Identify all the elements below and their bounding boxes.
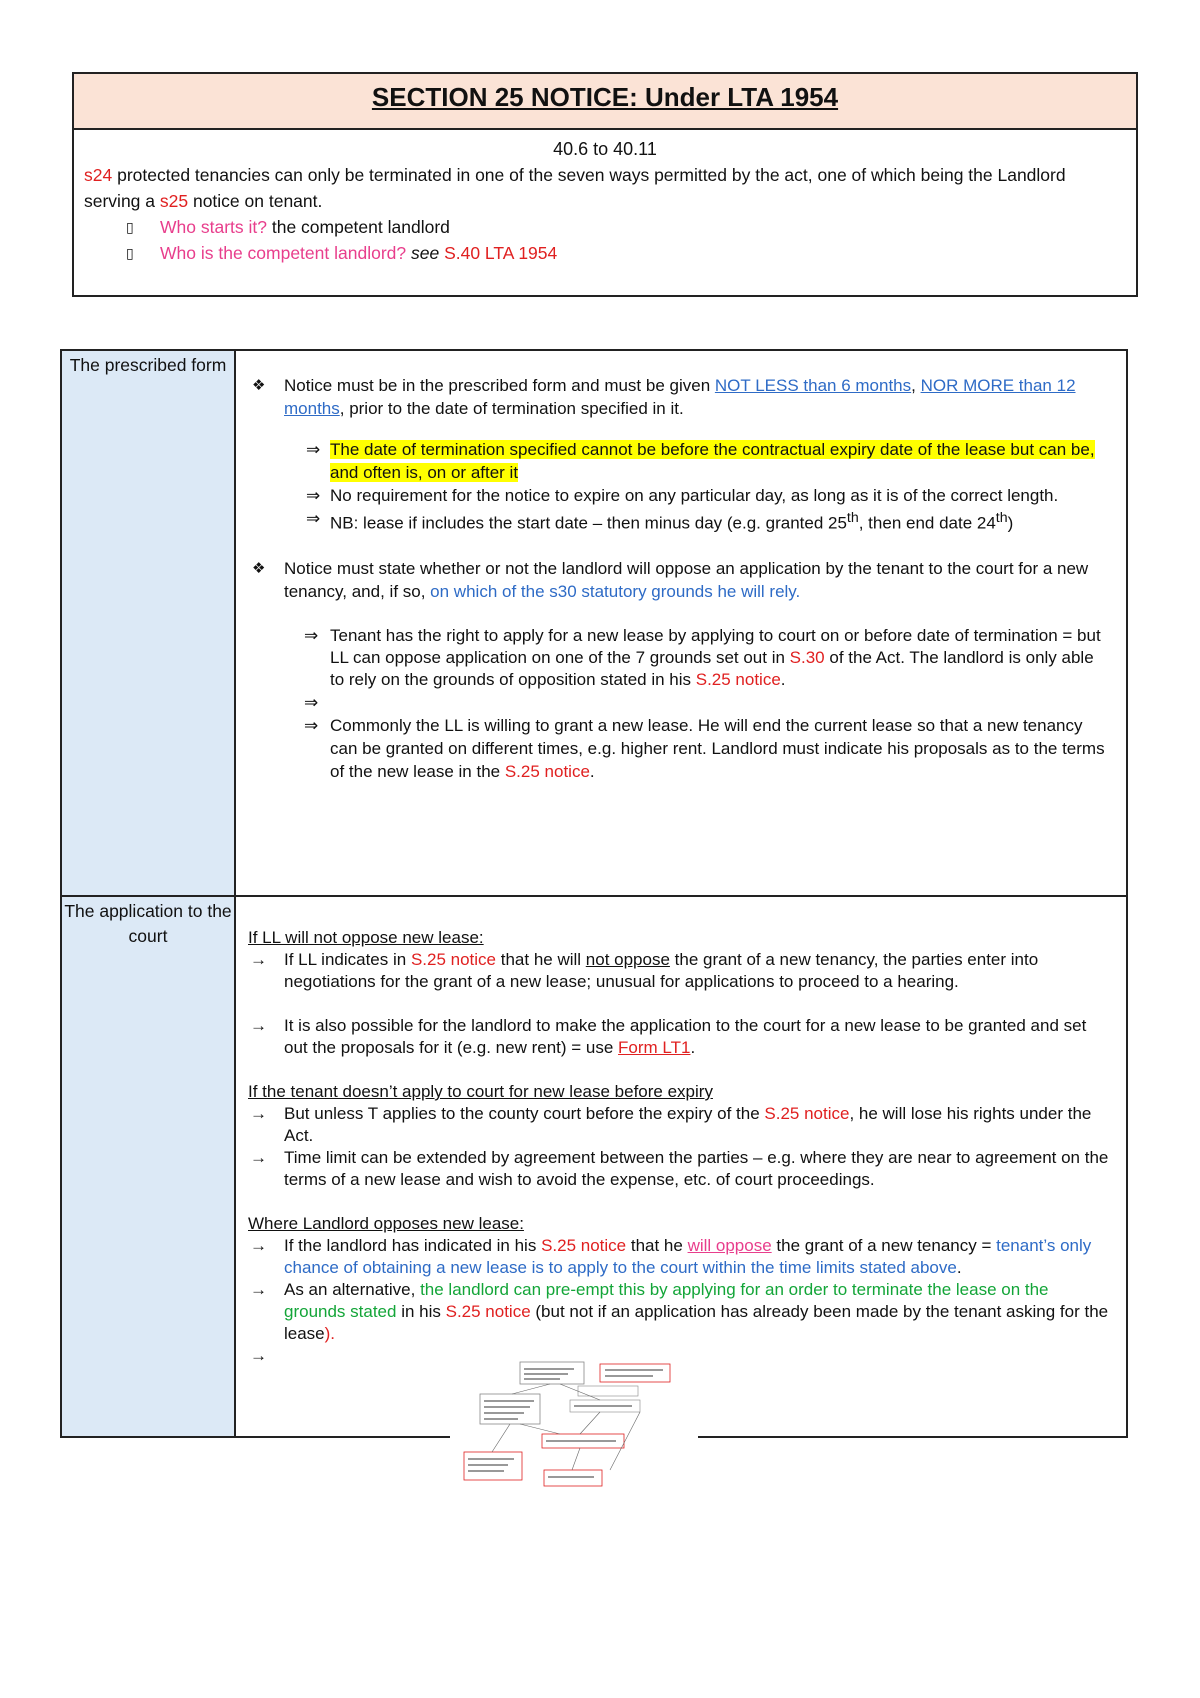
ref-s25-notice: S.25 notice	[695, 669, 781, 689]
ref-s30: S.30	[789, 647, 825, 667]
arrow-point	[248, 1279, 1112, 1345]
arrow-point	[248, 949, 1112, 993]
row-content-application	[235, 896, 1127, 1437]
point-text: It is also possible for the landlord to make the application to the court for a new lease to be granted and set out the proposals for it (e.g. new rent) = use	[284, 1016, 1087, 1057]
arrow-point-2	[248, 484, 1112, 507]
table-row	[61, 350, 1127, 896]
ref-s25-notice: S.25 notice	[410, 950, 497, 969]
answer-who-starts: the competent landlord	[266, 217, 450, 237]
answer-ref-s40: S.40 LTA 1954	[439, 243, 558, 263]
statutory-grounds-text: on which of the s30 statutory grounds he will rely.	[430, 581, 801, 601]
point-text-end: .	[780, 669, 786, 689]
point-text: Notice must state whether or not the landlord will oppose an application by the tenant to the court for a new tenancy, and, if so,	[284, 558, 1089, 601]
point-text: Commonly the LL is willing to grant a new lease. He will end the current lease so that a new tenancy can be granted on different times, e.g. higher rent. Landlord must indicate his proposals as to the terms of the new lease in the	[330, 715, 1105, 781]
subheading-no-application: If the tenant doesn’t apply to court for new lease before expiry	[248, 1082, 713, 1101]
notes-table	[60, 349, 1128, 1438]
right-arrow-icon: →	[250, 1280, 267, 1299]
pre-empt-text: the landlord can pre-empt this by applying for an order to terminate the lease on the grounds stated	[284, 1280, 1049, 1321]
diamond-point-1	[248, 374, 1112, 420]
point-text: As an alternative,	[284, 1280, 421, 1299]
flowchart-image	[450, 1360, 698, 1502]
header-bullet-2	[84, 240, 1126, 266]
page-title	[372, 82, 838, 113]
point-text: that he	[626, 1236, 688, 1255]
row-label-text: The prescribed form	[69, 355, 227, 375]
highlighted-text: The date of termination specified cannot be before the contractual expiry date of the lease but can be, and often is, on or after it	[330, 440, 1095, 482]
intro-text-2: notice on tenant.	[188, 191, 323, 211]
question-competent-landlord: Who is the competent landlord?	[160, 243, 407, 263]
double-arrow-icon: ⇒	[306, 509, 321, 528]
point-text-end: .	[956, 1258, 962, 1277]
point-text: the grant of a new tenancy =	[771, 1236, 997, 1255]
subheading-oppose: Where Landlord opposes new lease:	[248, 1214, 524, 1233]
point-text: in his	[396, 1302, 446, 1321]
subheading-not-oppose: If LL will not oppose new lease:	[248, 928, 484, 947]
diamond-bullet-icon: ❖	[252, 559, 266, 577]
box-bullet-icon: ▯	[126, 219, 134, 235]
arrow-point-empty	[248, 691, 1112, 714]
point-text: NB: lease if includes the start date – then minus day (e.g. granted 25	[330, 513, 847, 533]
arrow-point	[248, 1103, 1112, 1147]
row-content-prescribed-form	[235, 350, 1127, 896]
point-text: If LL indicates in	[284, 950, 411, 969]
double-arrow-icon: ⇒	[306, 440, 321, 459]
link-nor-more-12-months: NOR MORE than 12 months	[284, 376, 1076, 418]
diamond-point-2	[248, 557, 1112, 603]
point-text: that he will	[496, 950, 586, 969]
point-text-end: .	[589, 761, 595, 781]
header-title-bar	[74, 74, 1136, 130]
intro-ref-s24: s24	[84, 165, 113, 185]
title-rest: 25 NOTICE: Under LTA 1954	[487, 82, 839, 112]
header-body	[74, 130, 1136, 266]
arrow-point-3	[248, 507, 1112, 535]
arrow-point	[248, 1147, 1112, 1191]
section-range: 40.6 to 40.11	[553, 139, 657, 159]
point-text: Notice must be in the prescribed form and must be given	[284, 376, 715, 395]
point-text-end: .	[690, 1038, 696, 1057]
right-arrow-icon: →	[250, 1016, 267, 1035]
not-oppose-text: not oppose	[585, 950, 670, 969]
row-label-prescribed-form	[61, 350, 235, 896]
table-row	[61, 896, 1127, 1437]
flowchart-graphic	[450, 1360, 698, 1502]
double-arrow-icon: ⇒	[306, 486, 321, 505]
superscript: th	[846, 510, 859, 526]
arrow-point-1	[248, 438, 1112, 484]
box-bullet-icon: ▯	[126, 245, 134, 261]
arrow-point	[248, 1015, 1112, 1059]
ref-s25-notice: S.25 notice	[504, 761, 590, 781]
point-text: Time limit can be extended by agreement between the parties – e.g. where they are near to agreement on the terms of a new lease and wish to avoid the expense, etc. of court proceedings.	[284, 1148, 1109, 1189]
point-text-end: ).	[324, 1324, 336, 1343]
point-text: Tenant has the right to apply for a new lease by applying to court on or before date of termination = but LL can oppose application on one of the 7 grounds set out in	[330, 625, 1101, 667]
point-text: If the landlord has indicated in his	[284, 1236, 542, 1255]
header-box	[72, 72, 1138, 297]
point-text: (but not if an application has already been made by the tenant asking for the lease	[284, 1302, 1109, 1343]
header-bullet-1	[84, 214, 1126, 240]
form-lt1-link: Form LT1	[618, 1038, 691, 1057]
diamond-bullet-icon: ❖	[252, 377, 266, 394]
double-arrow-icon: ⇒	[304, 715, 319, 735]
row-label-application	[61, 896, 235, 1437]
row-label-text: The application to the court	[64, 901, 232, 946]
point-text: , he will lose his rights under the Act.	[284, 1104, 1092, 1145]
point-text: No requirement for the notice to expire on any particular day, as long as it is of the correct length.	[330, 486, 1059, 505]
point-text-rest: , prior to the date of termination specified in it.	[339, 399, 684, 418]
double-arrow-icon: ⇒	[304, 692, 319, 712]
right-arrow-icon: →	[250, 1346, 267, 1365]
point-text-mid: , then end date 24	[858, 513, 996, 533]
point-text: But unless T applies to the county court before the expiry of the	[284, 1104, 765, 1123]
link-not-less-6-months: NOT LESS than 6 months	[714, 376, 912, 395]
right-arrow-icon: →	[250, 1236, 267, 1255]
point-text-end: )	[1007, 513, 1014, 533]
will-oppose-text: will oppose	[687, 1236, 772, 1255]
point-comma: ,	[911, 376, 921, 395]
only-chance-text: tenant’s only chance of obtaining a new lease is to apply to the court within the time limits stated above	[284, 1236, 1092, 1277]
answer-see: see	[406, 243, 440, 263]
superscript: th	[995, 510, 1008, 526]
right-arrow-icon: →	[250, 1148, 267, 1167]
arrow-point-5	[248, 714, 1112, 783]
ref-s25-notice: S.25 notice	[445, 1302, 531, 1321]
point-text-mid: of the Act. The landlord is only able to rely on the grounds of opposition stated in his	[330, 647, 1094, 689]
intro-paragraph	[84, 162, 1126, 214]
right-arrow-icon: →	[250, 950, 267, 969]
question-who-starts: Who starts it?	[160, 217, 267, 237]
ref-s25-notice: S.25 notice	[541, 1236, 627, 1255]
double-arrow-icon: ⇒	[304, 625, 319, 645]
title-prefix: SECTION	[371, 82, 488, 112]
intro-text-1: protected tenancies can only be terminated in one of the seven ways permitted by the act, one of which being the Landlord serving a	[84, 165, 1066, 211]
right-arrow-icon: →	[250, 1104, 267, 1123]
point-text: the grant of a new tenancy, the parties enter into negotiations for the grant of a new lease; unusual for applications to proceed to a hearing.	[284, 950, 1039, 991]
intro-ref-s25: s25	[159, 191, 189, 211]
arrow-point	[248, 1235, 1112, 1279]
arrow-point-4	[248, 625, 1112, 691]
ref-s25-notice: S.25 notice	[764, 1104, 850, 1123]
